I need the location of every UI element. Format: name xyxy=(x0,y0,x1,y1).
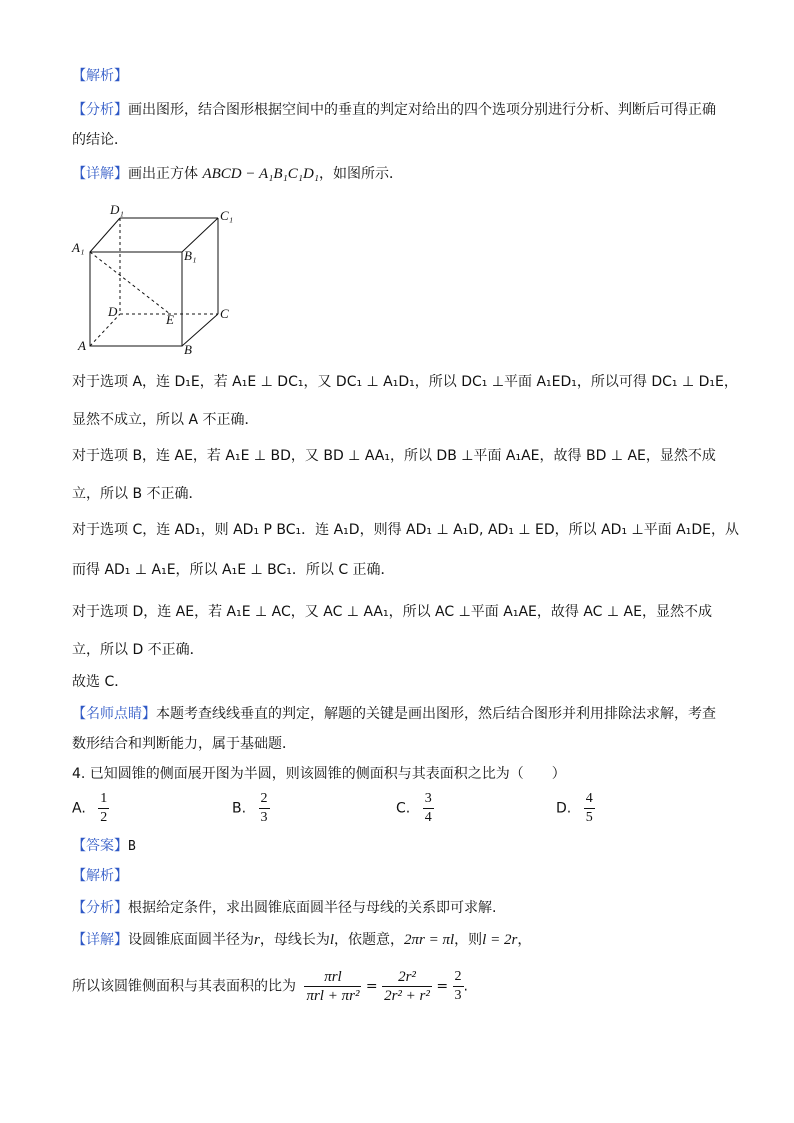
fraction-2: $\frac{\text{2r²}}{\text{2r² + r²}}$ xyxy=(384,969,430,1004)
label-C1: C₁ xyxy=(220,208,234,223)
label-A: A xyxy=(78,338,86,353)
ratio-text: 所以该圆锥侧面积与其表面积的比为 xyxy=(72,978,296,995)
label-B1: B₁ xyxy=(184,248,197,263)
detail-tag-2: 【详解】 xyxy=(72,932,128,948)
answer-line xyxy=(72,836,136,857)
option-c-fraction: $\frac{3}{4}$ xyxy=(424,791,432,825)
question-stem: 4. 已知圆锥的侧面展开图为半圆，则该圆锥的侧面积与其表面积之比为（ ） xyxy=(72,766,566,782)
analysis-paragraph-2 xyxy=(72,898,496,918)
equals-1: = xyxy=(365,978,378,995)
analysis-text-1: 画出图形，结合图形根据空间中的垂直的判定对给出的四个选项分别进行分析、判断后可得正确 xyxy=(128,102,716,118)
label-D1: D₁ xyxy=(110,202,124,217)
option-d-label: D. xyxy=(556,800,572,817)
detail-text-a: 设圆锥底面圆半径为 xyxy=(128,932,254,948)
option-c-line-2: 而得 AD₁ ⊥ A₁E，所以 A₁E ⊥ BC₁．所以 C 正确． xyxy=(72,562,395,578)
label-D: D xyxy=(108,304,118,319)
equals-2: = xyxy=(436,978,449,995)
var-r: r xyxy=(254,932,260,948)
equation-1: 2πr = πl xyxy=(404,932,455,948)
option-b xyxy=(232,790,270,827)
detail-text: 画出正方体 xyxy=(128,166,198,182)
option-a xyxy=(72,790,109,827)
label-E: E xyxy=(166,312,174,327)
option-b-fraction: $\frac{2}{3}$ xyxy=(260,791,268,825)
detail-text-e: ， xyxy=(517,932,532,948)
ratio-end: . xyxy=(463,978,468,995)
ratio-line xyxy=(72,968,468,1005)
detail-end: ，如图所示． xyxy=(319,166,403,182)
answer-value: B xyxy=(128,839,136,854)
tip-text-1: 本题考查线线垂直的判定，解题的关键是画出图形，然后结合图形并利用排除法求解，考查 xyxy=(156,706,716,722)
analysis-text-2: 的结论． xyxy=(72,132,128,148)
analysis-text-q4: 根据给定条件，求出圆锥底面圆半径与母线的关系即可求解. xyxy=(128,900,497,916)
fraction-1: $\frac{\text{πrl}}{\text{πrl + πr²}}$ xyxy=(306,969,360,1004)
analysis-tag-2: 【分析】 xyxy=(72,900,128,916)
option-a-line-1: 对于选项 A，连 D₁E，若 A₁E ⊥ DC₁，又 DC₁ ⊥ A₁D₁，所以 DC₁ ⊥平面 A₁ED₁，所以可得 DC₁ ⊥ D₁E， xyxy=(72,374,738,390)
option-b-label: B. xyxy=(232,800,247,817)
analysis-heading: 【解析】 xyxy=(72,68,128,84)
option-b-line-2: 立，所以 B 不正确． xyxy=(72,486,203,502)
analysis-paragraph xyxy=(72,100,716,120)
option-c xyxy=(396,790,434,827)
option-a-label: A. xyxy=(72,800,86,817)
option-a-fraction: $\frac{1}{2}$ xyxy=(100,791,108,825)
answer-tag: 【答案】 xyxy=(72,838,128,854)
option-d-line-2: 立，所以 D 不正确． xyxy=(72,642,204,658)
detail-text-d: ，则 xyxy=(454,932,483,948)
detail-paragraph-2 xyxy=(72,930,531,950)
option-d xyxy=(556,790,595,827)
cube-name-math: ABCD − A₁B₁C₁D₁ xyxy=(202,166,319,182)
fraction-3: $\frac{2}{3}$ xyxy=(454,969,462,1003)
option-d-fraction: $\frac{4}{5}$ xyxy=(585,791,593,825)
option-c-label: C. xyxy=(396,800,411,817)
equation-2: l = 2r xyxy=(482,932,518,948)
tip-paragraph xyxy=(72,704,716,724)
detail-paragraph xyxy=(72,164,403,184)
label-C: C xyxy=(220,306,229,321)
tip-text-2: 数形结合和判断能力，属于基础题． xyxy=(72,736,296,752)
tip-tag: 【名师点睛】 xyxy=(72,706,156,722)
detail-tag: 【详解】 xyxy=(72,166,128,182)
label-B: B xyxy=(184,342,192,357)
option-b-line-1: 对于选项 B，连 AE，若 A₁E ⊥ BD，又 BD ⊥ AA₁，所以 DB ⊥平面 A₁AE，故得 BD ⊥ AE，显然不成 xyxy=(72,448,716,464)
label-A1: A₁ xyxy=(72,240,85,255)
var-l: l xyxy=(329,932,335,948)
option-a-line-2: 显然不成立，所以 A 不正确． xyxy=(72,412,259,428)
cube-figure xyxy=(70,196,250,361)
detail-text-b: ，母线长为 xyxy=(259,932,330,948)
option-d-line-1: 对于选项 D，连 AE，若 A₁E ⊥ AC，又 AC ⊥ AA₁，所以 AC ⊥平面 A₁AE，故得 AC ⊥ AE，显然不成 xyxy=(72,604,712,620)
final-choice: 故选 C． xyxy=(72,674,129,690)
detail-text-c: ，依题意， xyxy=(334,932,405,948)
analysis-tag: 【分析】 xyxy=(72,102,128,118)
option-c-line-1: 对于选项 C，连 AD₁，则 AD₁ P BC₁．连 A₁D，则得 AD₁ ⊥ A₁D, AD₁ ⊥ ED，所以 AD₁ ⊥平面 A₁DE，从 xyxy=(72,522,739,538)
analysis-heading-2: 【解析】 xyxy=(72,868,128,884)
